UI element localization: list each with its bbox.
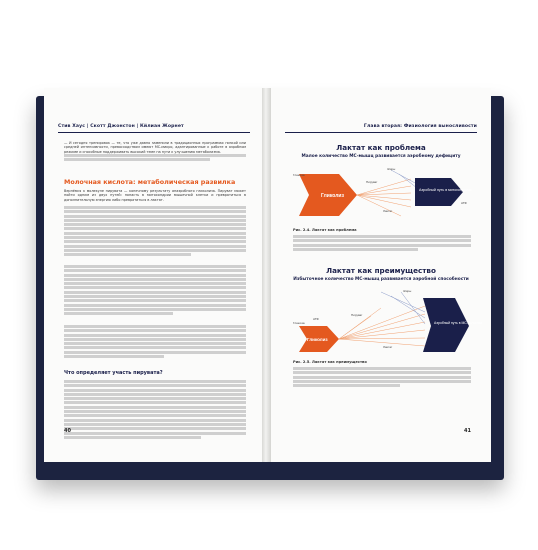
chart2-aerobic-box [423, 298, 469, 352]
chart1-atp-label: АТФ [461, 201, 467, 205]
chart1-lactate-label: Лактат [383, 209, 393, 213]
body-lines-1 [64, 206, 246, 258]
chart1-fat-lines [391, 170, 417, 188]
chart1-glucose-label: Глюкоза [293, 173, 305, 177]
body-lines-3 [64, 325, 246, 359]
body-paragraph: Вернёмся к молекуле пирувата — конечному результату анаэробного гликолиза. Пируват может пойти одним из двух путей: попасть в митохондрии мышечной клетки и превратиться в дополнительную энергию либо превратиться в лактат. [64, 189, 246, 202]
chart1-fat-label: Жиры [387, 167, 396, 171]
subheading: Что определяет участь пирувата? [64, 370, 163, 376]
left-page [44, 88, 264, 462]
chart2-fat-label: Жиры [403, 289, 412, 293]
chart2-flow-lines [339, 306, 425, 346]
chart1-arrow-label: Гликолиз [321, 193, 344, 199]
chart2-caption-lines [293, 367, 471, 388]
chart2-title: Лактат как преимущество [326, 266, 436, 275]
chart2-fat-lines [381, 292, 425, 324]
chart1-subtitle: Малое количество МС-мышц развивается аэробному дефициту [301, 154, 461, 159]
body-lines-4 [64, 380, 246, 440]
chart2-pyruvate-label: Пируват [351, 313, 363, 317]
left-header-rule [58, 132, 250, 133]
right-header-rule [285, 132, 477, 133]
intro-paragraph: — И сегодня тренировок — те, что уже давно заменили в традиционных программах низкой или средней интенсивности, превосходством имеют МС-микро, адаптированные к работе в аэробном режиме и способные поддерживать высокий темп на пути к улучшению метаболизма. [64, 141, 246, 154]
left-running-head: Стив Хаус | Скотт Джонстон | Кйлиан Жорнет [58, 124, 184, 129]
chart1-title: Лактат как проблема [336, 143, 426, 152]
right-page [271, 88, 491, 462]
right-page-number: 41 [464, 428, 471, 434]
chart2-diagram [291, 286, 483, 356]
chart2-glucose-label: Глюкоза [293, 321, 305, 325]
chart1-pyruvate-label: Пируват [366, 180, 378, 184]
chart2-caption: Рис. 2.5. Лактат как преимущество [293, 360, 367, 364]
body-lines-2 [64, 265, 246, 317]
chart1-aerobic-box [415, 178, 463, 206]
chart2-subtitle: Избыточное количество МС-мышц развивается аэробной способности [293, 277, 469, 282]
left-page-number: 40 [64, 428, 71, 434]
chart1-box-label: Аэробный путь в митохондриях [419, 188, 472, 192]
section-heading: Молочная кислота: метаболическая развилка [64, 178, 236, 186]
chart1-diagram [291, 164, 471, 226]
intro-lines [64, 154, 246, 163]
chart2-arrow-label: Гликолиз [307, 337, 328, 342]
right-running-head: Глава вторая: Физиология выносливости [363, 124, 477, 129]
chart1-caption: Рис. 2.4. Лактат как проблема [293, 228, 357, 232]
chart2-box-label: Аэробный путь в МС-волокнах [434, 321, 483, 325]
chart2-lactate-label: Лактат [383, 345, 393, 349]
chart2-atp-label: АТФ [313, 317, 319, 321]
chart1-caption-lines [293, 235, 471, 252]
